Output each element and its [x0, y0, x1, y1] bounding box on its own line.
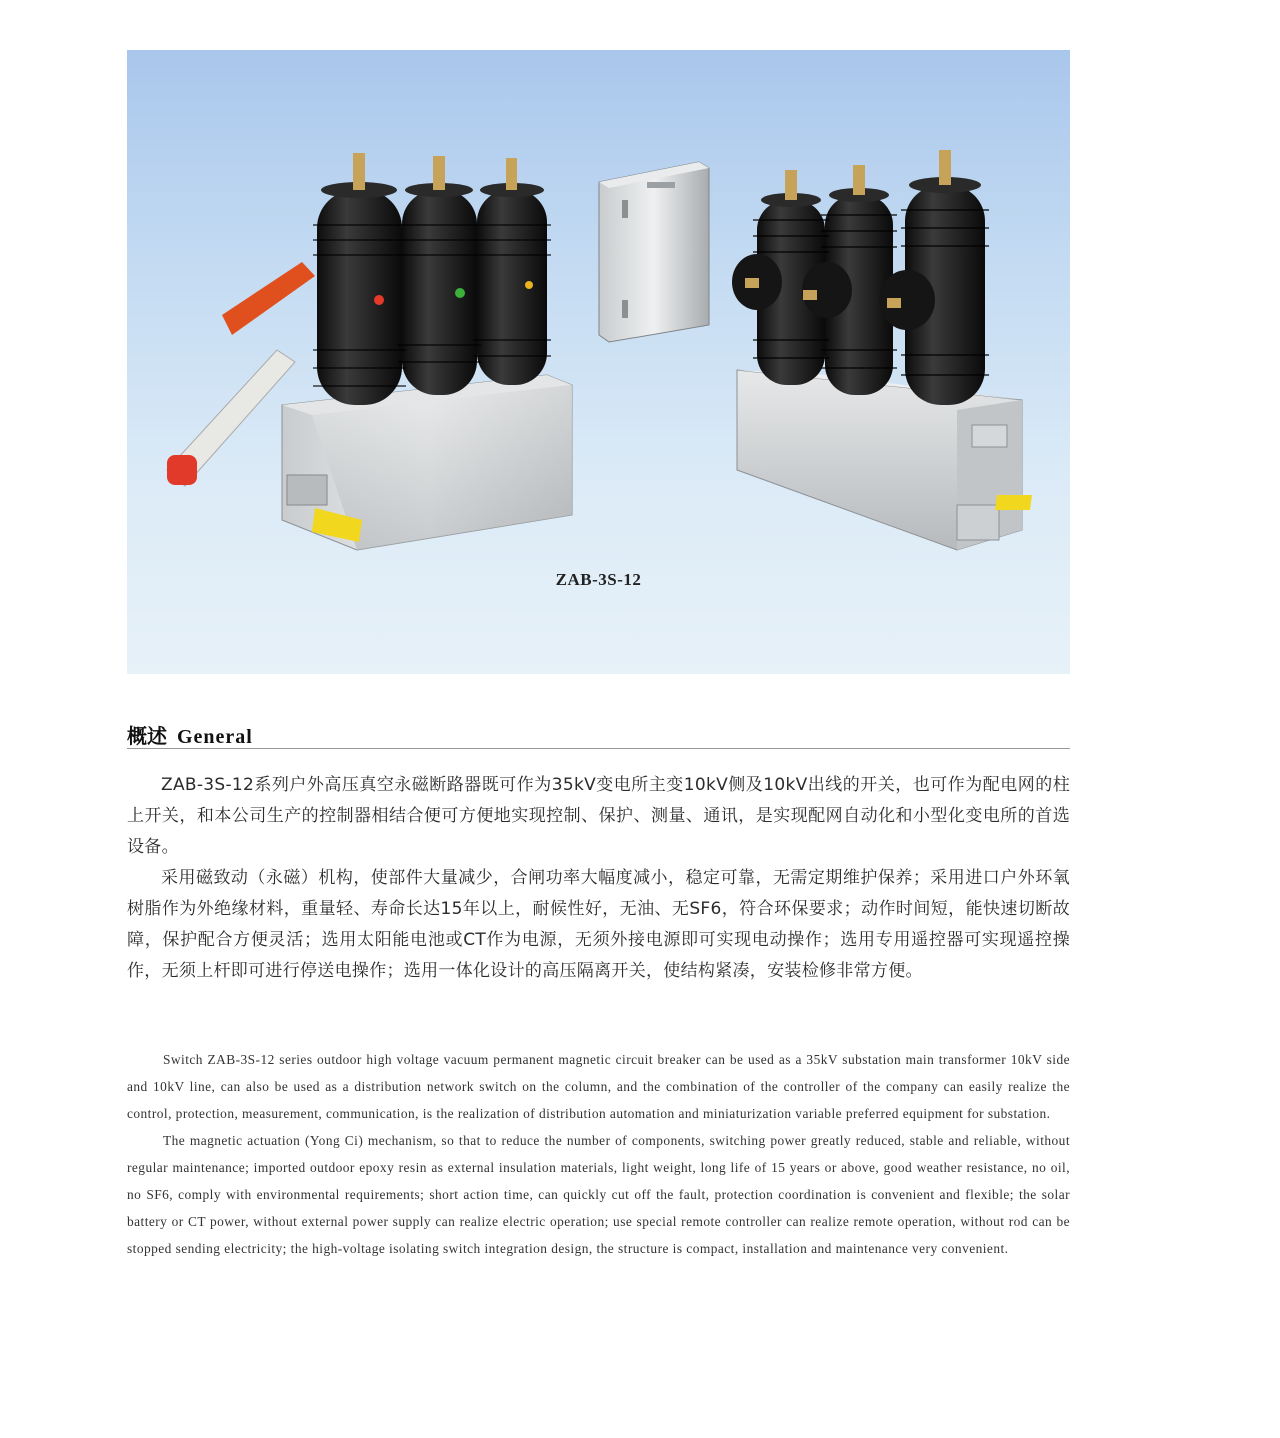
product-photo	[127, 50, 1070, 674]
right-breaker	[732, 150, 1032, 550]
heading-divider	[127, 748, 1070, 749]
en-paragraph-1: Switch ZAB-3S-12 series outdoor high voltage vacuum permanent magnetic circuit breaker can be used as a 35kV substation main transformer 10kV side and 10kV line, can also be used as a distribution network switch on the column, and the combination of the controller of the company can easily realize the control, protection, measurement, communication, is the realization of distribution automation and miniaturization variable preferred equipment for substation.	[127, 1052, 1070, 1121]
section-heading-en: General	[177, 726, 253, 748]
zh-paragraph-2: 采用磁致动（永磁）机构，使部件大量减少，合闸功率大幅度减小，稳定可靠，无需定期维护保养；采用进口户外环氧树脂作为外绝缘材料，重量轻、寿命长达15年以上，耐候性好，无油、无SF6，符合环保要求；动作时间短，能快速切断故障，保护配合方便灵活；选用太阳能电池或CT作为电源，无须外接电源即可实现电动操作；选用专用遥控器可实现遥控操作，无须上杆即可进行停送电操作；选用一体化设计的高压隔离开关，使结构紧凑，安装检修非常方便。	[127, 868, 1070, 981]
chinese-description	[127, 770, 1070, 987]
control-box	[599, 162, 709, 342]
left-breaker	[167, 153, 572, 550]
product-caption: ZAB-3S-12	[555, 570, 642, 589]
section-heading-zh: 概述	[127, 724, 167, 748]
english-description	[127, 1046, 1070, 1262]
en-paragraph-2: The magnetic actuation (Yong Ci) mechanism, so that to reduce the number of components, switching power greatly reduced, stable and reliable, without regular maintenance; imported outdoor epoxy resin as external insulation materials, light weight, long life of 15 years or above, good weather resistance, no oil, no SF6, comply with environmental requirements; short action time, can quickly cut off the fault, protection coordination is convenient and flexible; the solar battery or CT power, without external power supply can realize electric operation; use special remote controller can realize remote operation, without rod can be stopped sending electricity; the high-voltage isolating switch integration design, the structure is compact, installation and maintenance very convenient.	[127, 1133, 1070, 1256]
section-heading	[127, 720, 253, 749]
zh-paragraph-1: ZAB-3S-12系列户外高压真空永磁断路器既可作为35kV变电所主变10kV侧及10kV出线的开关，也可作为配电网的柱上开关，和本公司生产的控制器相结合便可方便地实现控制、保护、测量、通讯，是实现配网自动化和小型化变电所的首选设备。	[127, 775, 1070, 857]
